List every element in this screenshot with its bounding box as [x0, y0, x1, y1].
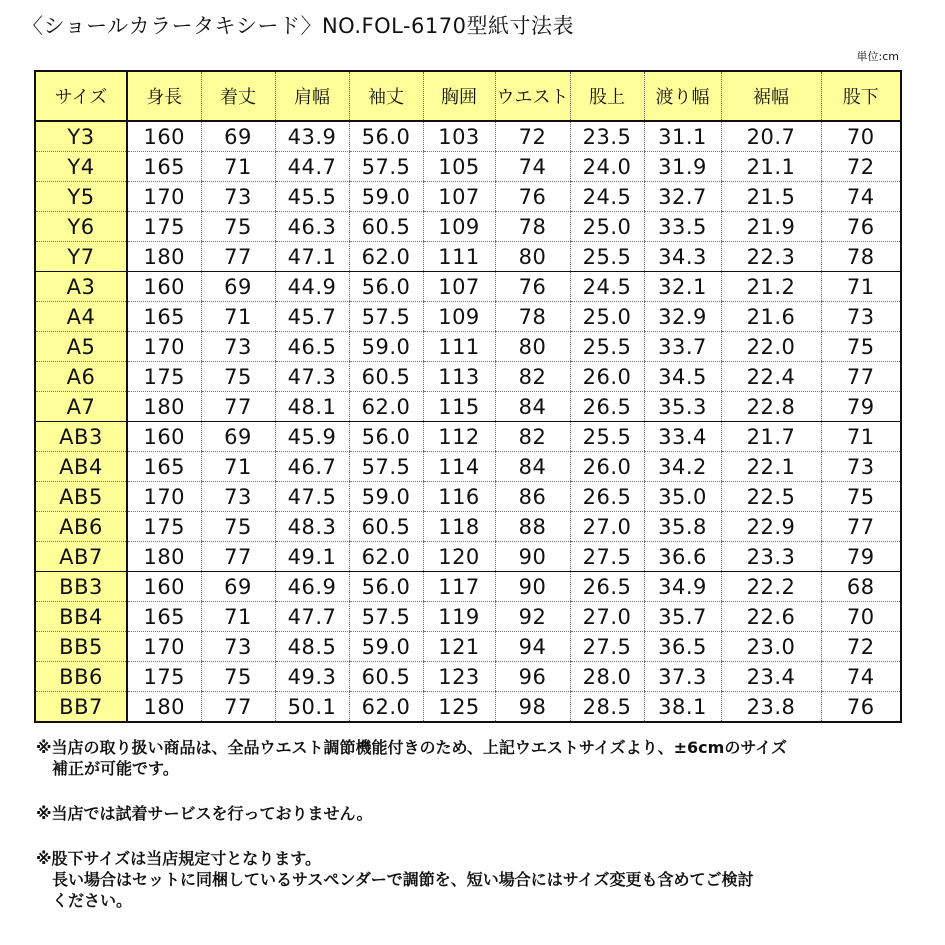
value-cell: 60.5 [349, 662, 423, 692]
value-cell: 56.0 [349, 272, 423, 302]
column-header: 身長 [127, 71, 201, 121]
value-cell: 111 [423, 242, 495, 272]
table-row [35, 152, 901, 182]
value-cell: 24.5 [570, 182, 644, 212]
value-cell: 56.0 [349, 121, 423, 152]
value-cell: 31.1 [644, 121, 721, 152]
value-cell: 27.5 [570, 632, 644, 662]
value-cell: 77 [201, 542, 275, 572]
note-waist [36, 737, 916, 779]
value-cell: 160 [127, 272, 201, 302]
value-cell: 175 [127, 662, 201, 692]
value-cell: 69 [201, 422, 275, 452]
column-header: 袖丈 [349, 71, 423, 121]
value-cell: 59.0 [349, 632, 423, 662]
value-cell: 25.5 [570, 242, 644, 272]
value-cell: 120 [423, 542, 495, 572]
value-cell: 90 [495, 572, 570, 602]
value-cell: 38.1 [644, 692, 721, 723]
value-cell: 57.5 [349, 302, 423, 332]
size-cell: Y4 [35, 152, 127, 182]
value-cell: 59.0 [349, 182, 423, 212]
value-cell: 71 [821, 422, 901, 452]
value-cell: 74 [821, 662, 901, 692]
table-row [35, 302, 901, 332]
value-cell: 21.7 [721, 422, 821, 452]
value-cell: 47.3 [275, 362, 349, 392]
value-cell: 57.5 [349, 152, 423, 182]
table-row [35, 212, 901, 242]
value-cell: 72 [821, 152, 901, 182]
value-cell: 35.7 [644, 602, 721, 632]
note-inseam-line2: 長い場合はセットに同梱しているサスペンダーで調節を、短い場合にはサイズ変更も含めてご検討 [52, 870, 754, 889]
value-cell: 59.0 [349, 482, 423, 512]
size-cell: Y6 [35, 212, 127, 242]
value-cell: 34.2 [644, 452, 721, 482]
value-cell: 24.5 [570, 272, 644, 302]
value-cell: 48.3 [275, 512, 349, 542]
value-cell: 46.5 [275, 332, 349, 362]
size-cell: A5 [35, 332, 127, 362]
value-cell: 22.1 [721, 452, 821, 482]
value-cell: 75 [201, 512, 275, 542]
value-cell: 75 [201, 662, 275, 692]
value-cell: 160 [127, 422, 201, 452]
value-cell: 175 [127, 362, 201, 392]
table-row [35, 242, 901, 272]
value-cell: 77 [201, 692, 275, 723]
value-cell: 103 [423, 121, 495, 152]
column-header: 胸囲 [423, 71, 495, 121]
value-cell: 75 [201, 212, 275, 242]
value-cell: 76 [821, 212, 901, 242]
value-cell: 28.0 [570, 662, 644, 692]
value-cell: 78 [495, 302, 570, 332]
value-cell: 48.5 [275, 632, 349, 662]
value-cell: 59.0 [349, 332, 423, 362]
column-header: 渡り幅 [644, 71, 721, 121]
value-cell: 84 [495, 392, 570, 422]
value-cell: 69 [201, 272, 275, 302]
value-cell: 25.0 [570, 212, 644, 242]
value-cell: 62.0 [349, 692, 423, 723]
size-cell: A7 [35, 392, 127, 422]
size-cell: Y7 [35, 242, 127, 272]
value-cell: 23.5 [570, 121, 644, 152]
value-cell: 46.3 [275, 212, 349, 242]
value-cell: 43.9 [275, 121, 349, 152]
value-cell: 170 [127, 332, 201, 362]
value-cell: 21.5 [721, 182, 821, 212]
value-cell: 109 [423, 302, 495, 332]
value-cell: 86 [495, 482, 570, 512]
value-cell: 170 [127, 632, 201, 662]
value-cell: 36.5 [644, 632, 721, 662]
size-cell: A4 [35, 302, 127, 332]
value-cell: 180 [127, 692, 201, 723]
value-cell: 45.5 [275, 182, 349, 212]
value-cell: 113 [423, 362, 495, 392]
table-row [35, 572, 901, 602]
value-cell: 69 [201, 572, 275, 602]
value-cell: 180 [127, 392, 201, 422]
value-cell: 21.9 [721, 212, 821, 242]
table-row [35, 602, 901, 632]
value-cell: 24.0 [570, 152, 644, 182]
value-cell: 92 [495, 602, 570, 632]
value-cell: 49.1 [275, 542, 349, 572]
value-cell: 35.0 [644, 482, 721, 512]
value-cell: 60.5 [349, 362, 423, 392]
value-cell: 80 [495, 242, 570, 272]
value-cell: 72 [495, 121, 570, 152]
table-row [35, 452, 901, 482]
value-cell: 75 [821, 332, 901, 362]
column-header: サイズ [35, 71, 127, 121]
table-row [35, 692, 901, 723]
value-cell: 74 [495, 152, 570, 182]
value-cell: 116 [423, 482, 495, 512]
table-row [35, 272, 901, 302]
value-cell: 82 [495, 422, 570, 452]
value-cell: 22.5 [721, 482, 821, 512]
size-cell: AB4 [35, 452, 127, 482]
value-cell: 32.9 [644, 302, 721, 332]
size-cell: A6 [35, 362, 127, 392]
value-cell: 75 [201, 362, 275, 392]
value-cell: 47.7 [275, 602, 349, 632]
size-cell: BB6 [35, 662, 127, 692]
value-cell: 73 [821, 452, 901, 482]
value-cell: 165 [127, 302, 201, 332]
size-cell: BB3 [35, 572, 127, 602]
value-cell: 35.3 [644, 392, 721, 422]
value-cell: 107 [423, 182, 495, 212]
value-cell: 50.1 [275, 692, 349, 723]
notes [36, 737, 916, 911]
value-cell: 77 [821, 362, 901, 392]
value-cell: 175 [127, 512, 201, 542]
table-row [35, 542, 901, 572]
value-cell: 160 [127, 572, 201, 602]
value-cell: 60.5 [349, 512, 423, 542]
value-cell: 45.7 [275, 302, 349, 332]
value-cell: 71 [201, 152, 275, 182]
value-cell: 36.6 [644, 542, 721, 572]
size-cell: AB6 [35, 512, 127, 542]
table-row [35, 182, 901, 212]
value-cell: 79 [821, 542, 901, 572]
table-row [35, 121, 901, 152]
column-header: 着丈 [201, 71, 275, 121]
value-cell: 121 [423, 632, 495, 662]
value-cell: 73 [201, 632, 275, 662]
note-waist-line1: ※当店の取り扱い商品は、全品ウエスト調節機能付きのため、上記ウエストサイズより、±6cmのサイズ [36, 738, 788, 757]
value-cell: 71 [201, 602, 275, 632]
value-cell: 46.7 [275, 452, 349, 482]
table-row [35, 662, 901, 692]
value-cell: 73 [821, 302, 901, 332]
value-cell: 82 [495, 362, 570, 392]
value-cell: 32.1 [644, 272, 721, 302]
value-cell: 112 [423, 422, 495, 452]
value-cell: 160 [127, 121, 201, 152]
size-cell: Y3 [35, 121, 127, 152]
unit-label: 単位:cm [856, 50, 899, 63]
value-cell: 118 [423, 512, 495, 542]
table-row [35, 482, 901, 512]
value-cell: 69 [201, 121, 275, 152]
size-cell: BB7 [35, 692, 127, 723]
value-cell: 96 [495, 662, 570, 692]
value-cell: 26.0 [570, 362, 644, 392]
value-cell: 165 [127, 452, 201, 482]
value-cell: 37.3 [644, 662, 721, 692]
value-cell: 56.0 [349, 572, 423, 602]
note-inseam-line1: ※股下サイズは当店規定寸となります。 [36, 849, 321, 868]
table-row [35, 362, 901, 392]
size-cell: BB5 [35, 632, 127, 662]
value-cell: 71 [821, 272, 901, 302]
value-cell: 80 [495, 332, 570, 362]
value-cell: 73 [201, 332, 275, 362]
value-cell: 75 [821, 482, 901, 512]
value-cell: 26.5 [570, 392, 644, 422]
size-cell: AB3 [35, 422, 127, 452]
value-cell: 70 [821, 602, 901, 632]
value-cell: 115 [423, 392, 495, 422]
column-header: 股下 [821, 71, 901, 121]
table-row [35, 392, 901, 422]
value-cell: 23.8 [721, 692, 821, 723]
value-cell: 23.0 [721, 632, 821, 662]
table-row [35, 422, 901, 452]
value-cell: 72 [821, 632, 901, 662]
value-cell: 105 [423, 152, 495, 182]
value-cell: 28.5 [570, 692, 644, 723]
size-cell: A3 [35, 272, 127, 302]
value-cell: 62.0 [349, 392, 423, 422]
value-cell: 77 [201, 242, 275, 272]
value-cell: 31.9 [644, 152, 721, 182]
size-cell: Y5 [35, 182, 127, 212]
value-cell: 21.6 [721, 302, 821, 332]
value-cell: 76 [495, 182, 570, 212]
value-cell: 165 [127, 602, 201, 632]
value-cell: 22.8 [721, 392, 821, 422]
size-cell: BB4 [35, 602, 127, 632]
value-cell: 76 [495, 272, 570, 302]
value-cell: 33.5 [644, 212, 721, 242]
value-cell: 23.4 [721, 662, 821, 692]
value-cell: 33.4 [644, 422, 721, 452]
value-cell: 49.3 [275, 662, 349, 692]
value-cell: 123 [423, 662, 495, 692]
value-cell: 78 [821, 242, 901, 272]
value-cell: 26.5 [570, 572, 644, 602]
value-cell: 48.1 [275, 392, 349, 422]
column-header: ウエスト [495, 71, 570, 121]
value-cell: 165 [127, 152, 201, 182]
value-cell: 111 [423, 332, 495, 362]
header-row [35, 71, 901, 121]
table-row [35, 512, 901, 542]
value-cell: 47.5 [275, 482, 349, 512]
value-cell: 68 [821, 572, 901, 602]
value-cell: 34.9 [644, 572, 721, 602]
value-cell: 70 [821, 121, 901, 152]
column-header: 裾幅 [721, 71, 821, 121]
value-cell: 60.5 [349, 212, 423, 242]
value-cell: 73 [201, 482, 275, 512]
value-cell: 23.3 [721, 542, 821, 572]
value-cell: 22.6 [721, 602, 821, 632]
value-cell: 98 [495, 692, 570, 723]
column-header: 肩幅 [275, 71, 349, 121]
size-cell: AB5 [35, 482, 127, 512]
value-cell: 125 [423, 692, 495, 723]
value-cell: 21.2 [721, 272, 821, 302]
table-row [35, 332, 901, 362]
value-cell: 35.8 [644, 512, 721, 542]
value-cell: 79 [821, 392, 901, 422]
value-cell: 46.9 [275, 572, 349, 602]
value-cell: 22.0 [721, 332, 821, 362]
value-cell: 114 [423, 452, 495, 482]
value-cell: 44.9 [275, 272, 349, 302]
value-cell: 25.5 [570, 422, 644, 452]
value-cell: 25.0 [570, 302, 644, 332]
page-title: 〈ショールカラータキシード〉NO.FOL-6170型紙寸法表 [22, 14, 574, 38]
column-header: 股上 [570, 71, 644, 121]
value-cell: 22.2 [721, 572, 821, 602]
value-cell: 45.9 [275, 422, 349, 452]
value-cell: 180 [127, 542, 201, 572]
value-cell: 109 [423, 212, 495, 242]
value-cell: 180 [127, 242, 201, 272]
value-cell: 77 [201, 392, 275, 422]
value-cell: 25.5 [570, 332, 644, 362]
value-cell: 78 [495, 212, 570, 242]
value-cell: 34.3 [644, 242, 721, 272]
note-inseam-line3: ください。 [52, 891, 133, 910]
value-cell: 84 [495, 452, 570, 482]
value-cell: 74 [821, 182, 901, 212]
value-cell: 119 [423, 602, 495, 632]
value-cell: 71 [201, 302, 275, 332]
value-cell: 88 [495, 512, 570, 542]
table-row [35, 632, 901, 662]
value-cell: 76 [821, 692, 901, 723]
value-cell: 94 [495, 632, 570, 662]
value-cell: 90 [495, 542, 570, 572]
value-cell: 21.1 [721, 152, 821, 182]
value-cell: 107 [423, 272, 495, 302]
value-cell: 56.0 [349, 422, 423, 452]
value-cell: 71 [201, 452, 275, 482]
value-cell: 20.7 [721, 121, 821, 152]
value-cell: 27.0 [570, 512, 644, 542]
note-inseam [36, 848, 916, 911]
size-cell: AB7 [35, 542, 127, 572]
value-cell: 77 [821, 512, 901, 542]
value-cell: 62.0 [349, 542, 423, 572]
size-table [34, 70, 902, 723]
value-cell: 32.7 [644, 182, 721, 212]
value-cell: 57.5 [349, 452, 423, 482]
value-cell: 175 [127, 212, 201, 242]
note-waist-line2: 補正が可能です。 [52, 759, 179, 778]
value-cell: 44.7 [275, 152, 349, 182]
value-cell: 73 [201, 182, 275, 212]
value-cell: 26.0 [570, 452, 644, 482]
value-cell: 117 [423, 572, 495, 602]
value-cell: 27.5 [570, 542, 644, 572]
value-cell: 26.5 [570, 482, 644, 512]
note-fitting: ※当店では試着サービスを行っておりません。 [36, 804, 373, 823]
value-cell: 33.7 [644, 332, 721, 362]
value-cell: 170 [127, 482, 201, 512]
value-cell: 27.0 [570, 602, 644, 632]
value-cell: 62.0 [349, 242, 423, 272]
table-body [35, 121, 901, 722]
value-cell: 22.3 [721, 242, 821, 272]
value-cell: 57.5 [349, 602, 423, 632]
value-cell: 22.4 [721, 362, 821, 392]
value-cell: 22.9 [721, 512, 821, 542]
value-cell: 170 [127, 182, 201, 212]
value-cell: 34.5 [644, 362, 721, 392]
value-cell: 47.1 [275, 242, 349, 272]
